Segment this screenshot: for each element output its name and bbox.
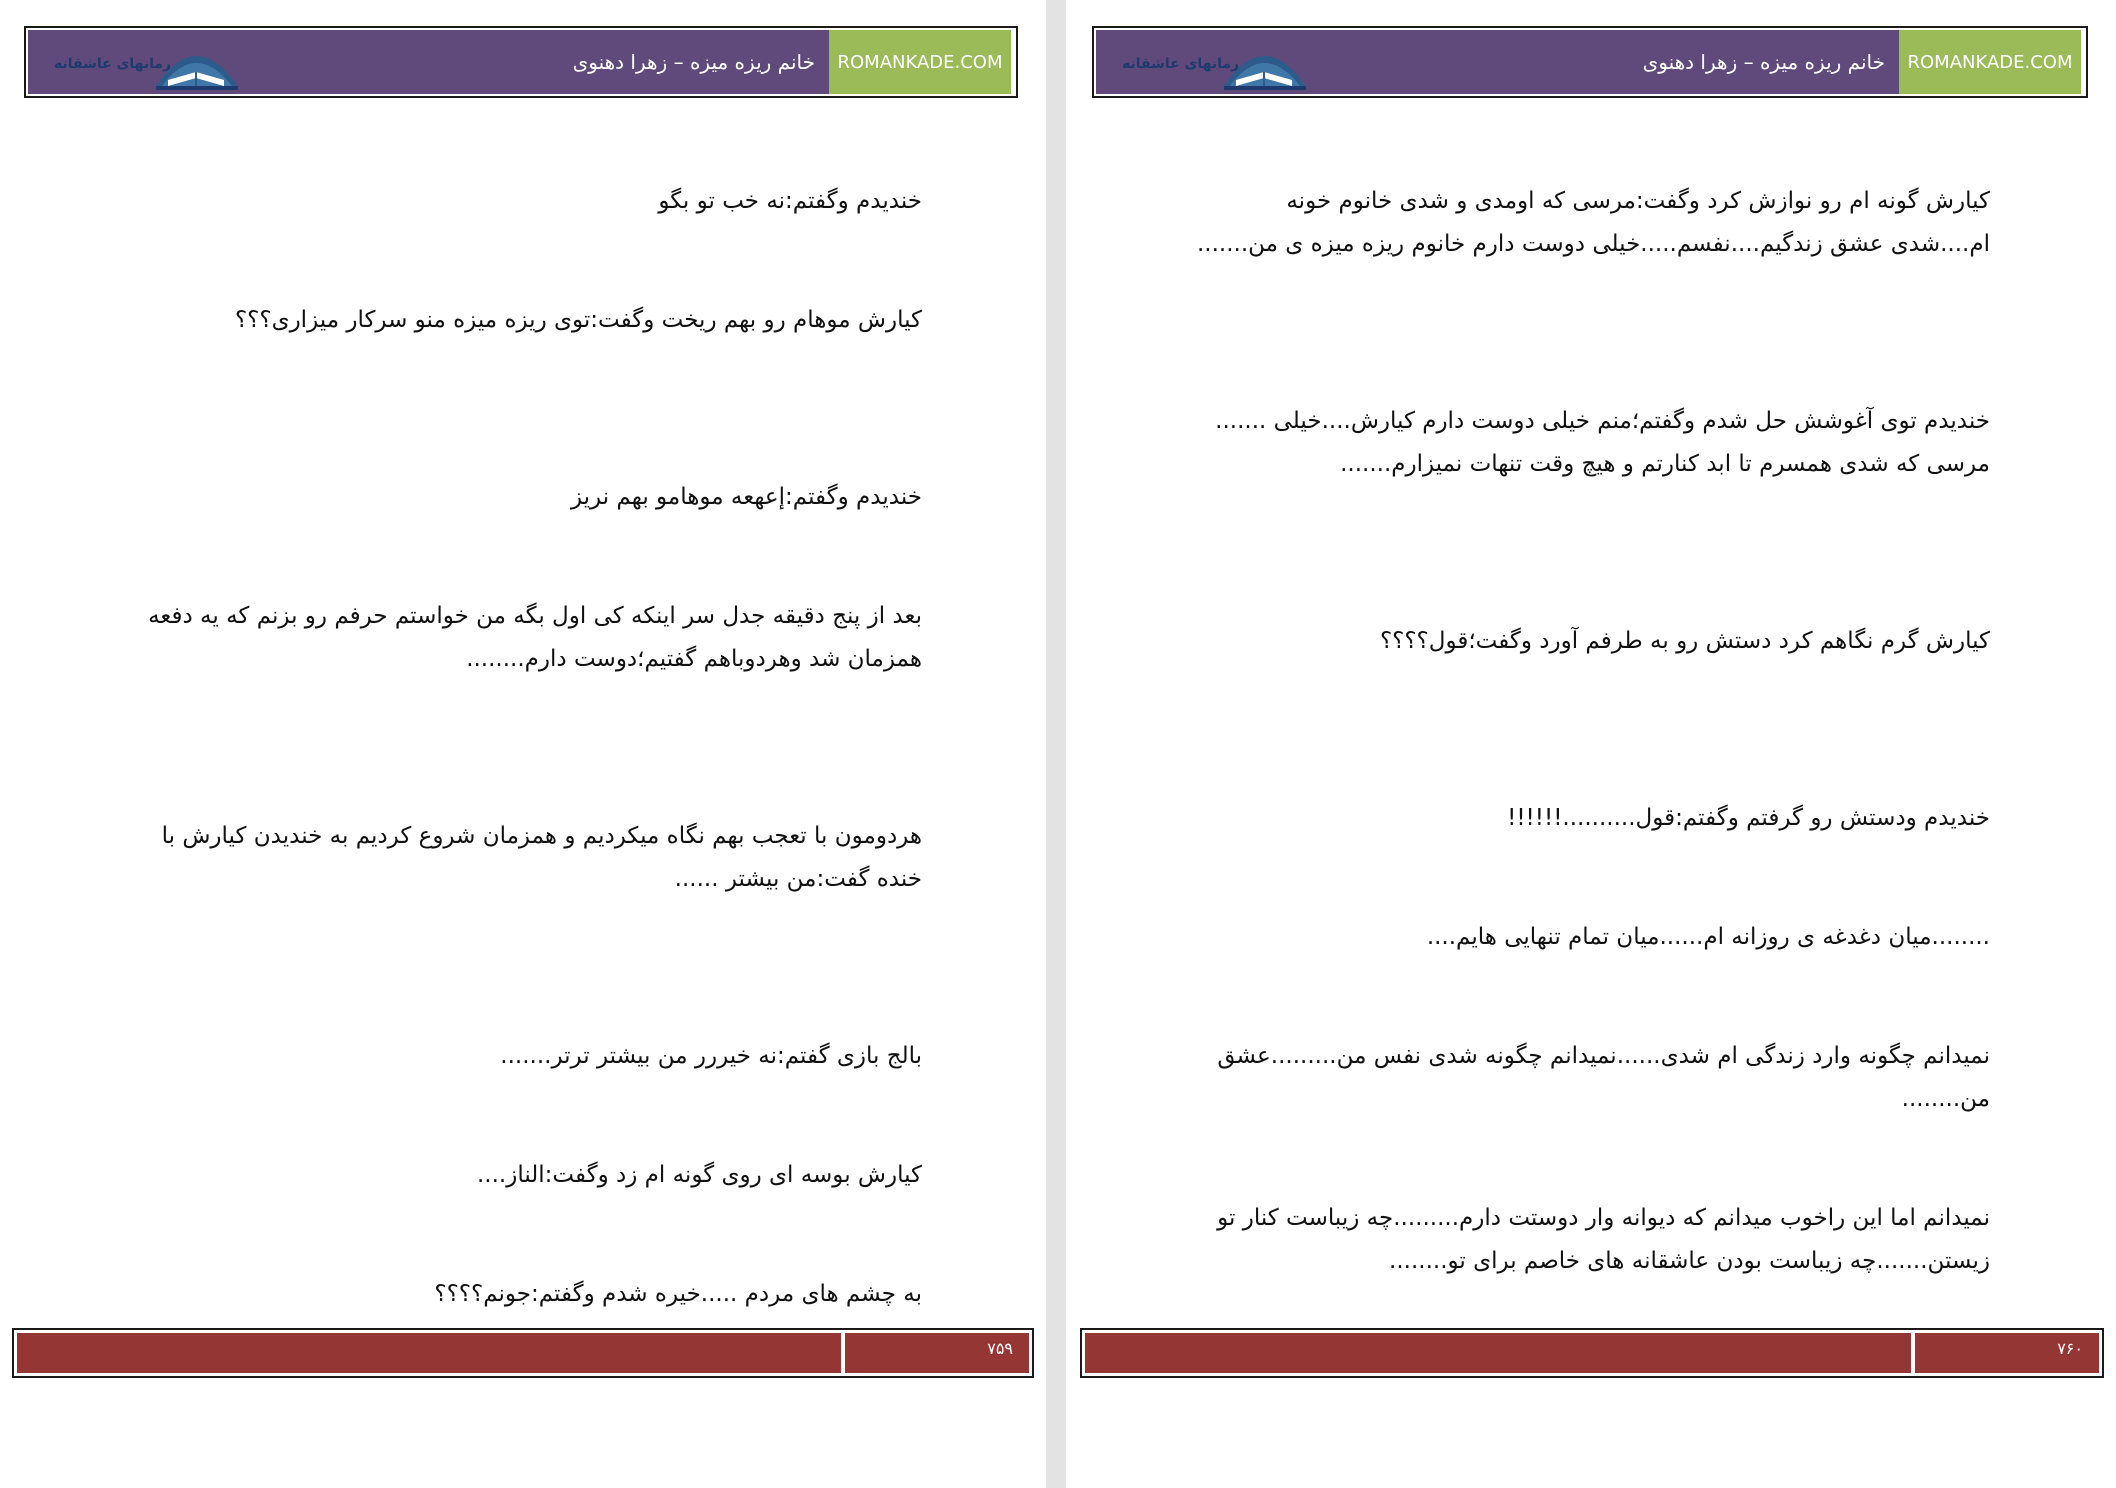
page-header	[24, 26, 1018, 98]
paragraph: هردومون با تعجب بهم نگاه میکردیم و همزمان شروع کردیم به خندیدن کیارش با خنده گفت:من بیشتر ......	[161, 823, 922, 892]
paragraph: خندیدم وگفتم:إعهعه موهامو بهم نریز	[570, 484, 922, 510]
page-number: ۷۵۹	[845, 1333, 1029, 1373]
page-footer	[12, 1328, 1034, 1378]
paragraph: کیارش گونه ام رو نوازش کرد وگفت:مرسی که اومدی و شدی خانوم خونه ام....شدی عشق زندگیم....نفسم.....خیلی دوست دارم خانوم ریزه میزه ی من.......	[1196, 188, 1990, 257]
document-page-left	[0, 0, 1046, 1488]
paragraph: خندیدم توی آغوشش حل شدم وگفتم؛منم خیلی دوست دارم کیارش....خیلی ....... مرسی که شدی همسرم تا ابد کنارتم و هیچ وقت تنهات نمیزارم.......	[1215, 408, 1990, 477]
header-banner	[1096, 30, 1899, 94]
document-page-right	[1066, 0, 2116, 1488]
site-logo	[1122, 36, 1322, 92]
paragraph: ........میان دغدغه ی روزانه ام......میان تمام تنهایی هایم....	[1426, 924, 1990, 950]
site-name[interactable]: ROMANKADE.COM	[1899, 30, 2081, 94]
page-header	[1092, 26, 2088, 98]
paragraph: بالج بازی گفتم:نه خیررر من بیشتر ترتر.......	[500, 1043, 922, 1069]
site-logo	[54, 36, 254, 92]
footer-bar	[1085, 1333, 1911, 1373]
book-logo-icon	[148, 36, 244, 92]
footer-bar	[17, 1333, 841, 1373]
paragraph: خندیدم ودستش رو گرفتم وگفتم:قول..........!!!!!!	[1507, 805, 1990, 831]
page-body	[122, 180, 922, 1316]
site-name[interactable]: ROMANKADE.COM	[829, 30, 1011, 94]
book-title: خانم ریزه میزه – زهرا دهنوی	[572, 50, 815, 74]
header-banner	[28, 30, 829, 94]
page-number: ۷۶۰	[1915, 1333, 2099, 1373]
book-logo-icon	[1216, 36, 1312, 92]
paragraph: به چشم های مردم .....خیره شدم وگفتم:جونم؟؟؟؟	[434, 1281, 922, 1307]
page-footer	[1080, 1328, 2104, 1378]
paragraph: کیارش بوسه ای روی گونه ام زد وگفت:الناز....	[476, 1162, 922, 1188]
paragraph: بعد از پنج دقیقه جدل سر اینکه کی اول بگه من خواستم حرفم رو بزنم که یه دفعه همزمان شد وهردوباهم گفتیم؛دوست دارم........	[148, 603, 922, 672]
page-body	[1190, 180, 1990, 1283]
paragraph: کیارش گرم نگاهم کرد دستش رو به طرفم آورد وگفت؛قول؟؟؟؟	[1379, 628, 1990, 654]
logo-text: رمانهای عاشقانه	[54, 56, 172, 72]
paragraph: نمیدانم اما این راخوب میدانم که دیوانه وار دوستت دارم.........چه زیباست کنار تو زیستن.......چه زیباست بودن عاشقانه های خاصم برای تو........	[1217, 1205, 1990, 1274]
logo-text: رمانهای عاشقانه	[1122, 56, 1240, 72]
paragraph: خندیدم وگفتم:نه خب تو بگو	[658, 188, 922, 214]
book-title: خانم ریزه میزه – زهرا دهنوی	[1642, 50, 1885, 74]
paragraph: کیارش موهام رو بهم ریخت وگفت:توی ریزه میزه منو سرکار میزاری؟؟؟	[234, 307, 922, 333]
paragraph: نمیدانم چگونه وارد زندگی ام شدی......نمیدانم چگونه شدی نفس من.........عشق من........	[1217, 1043, 1990, 1112]
